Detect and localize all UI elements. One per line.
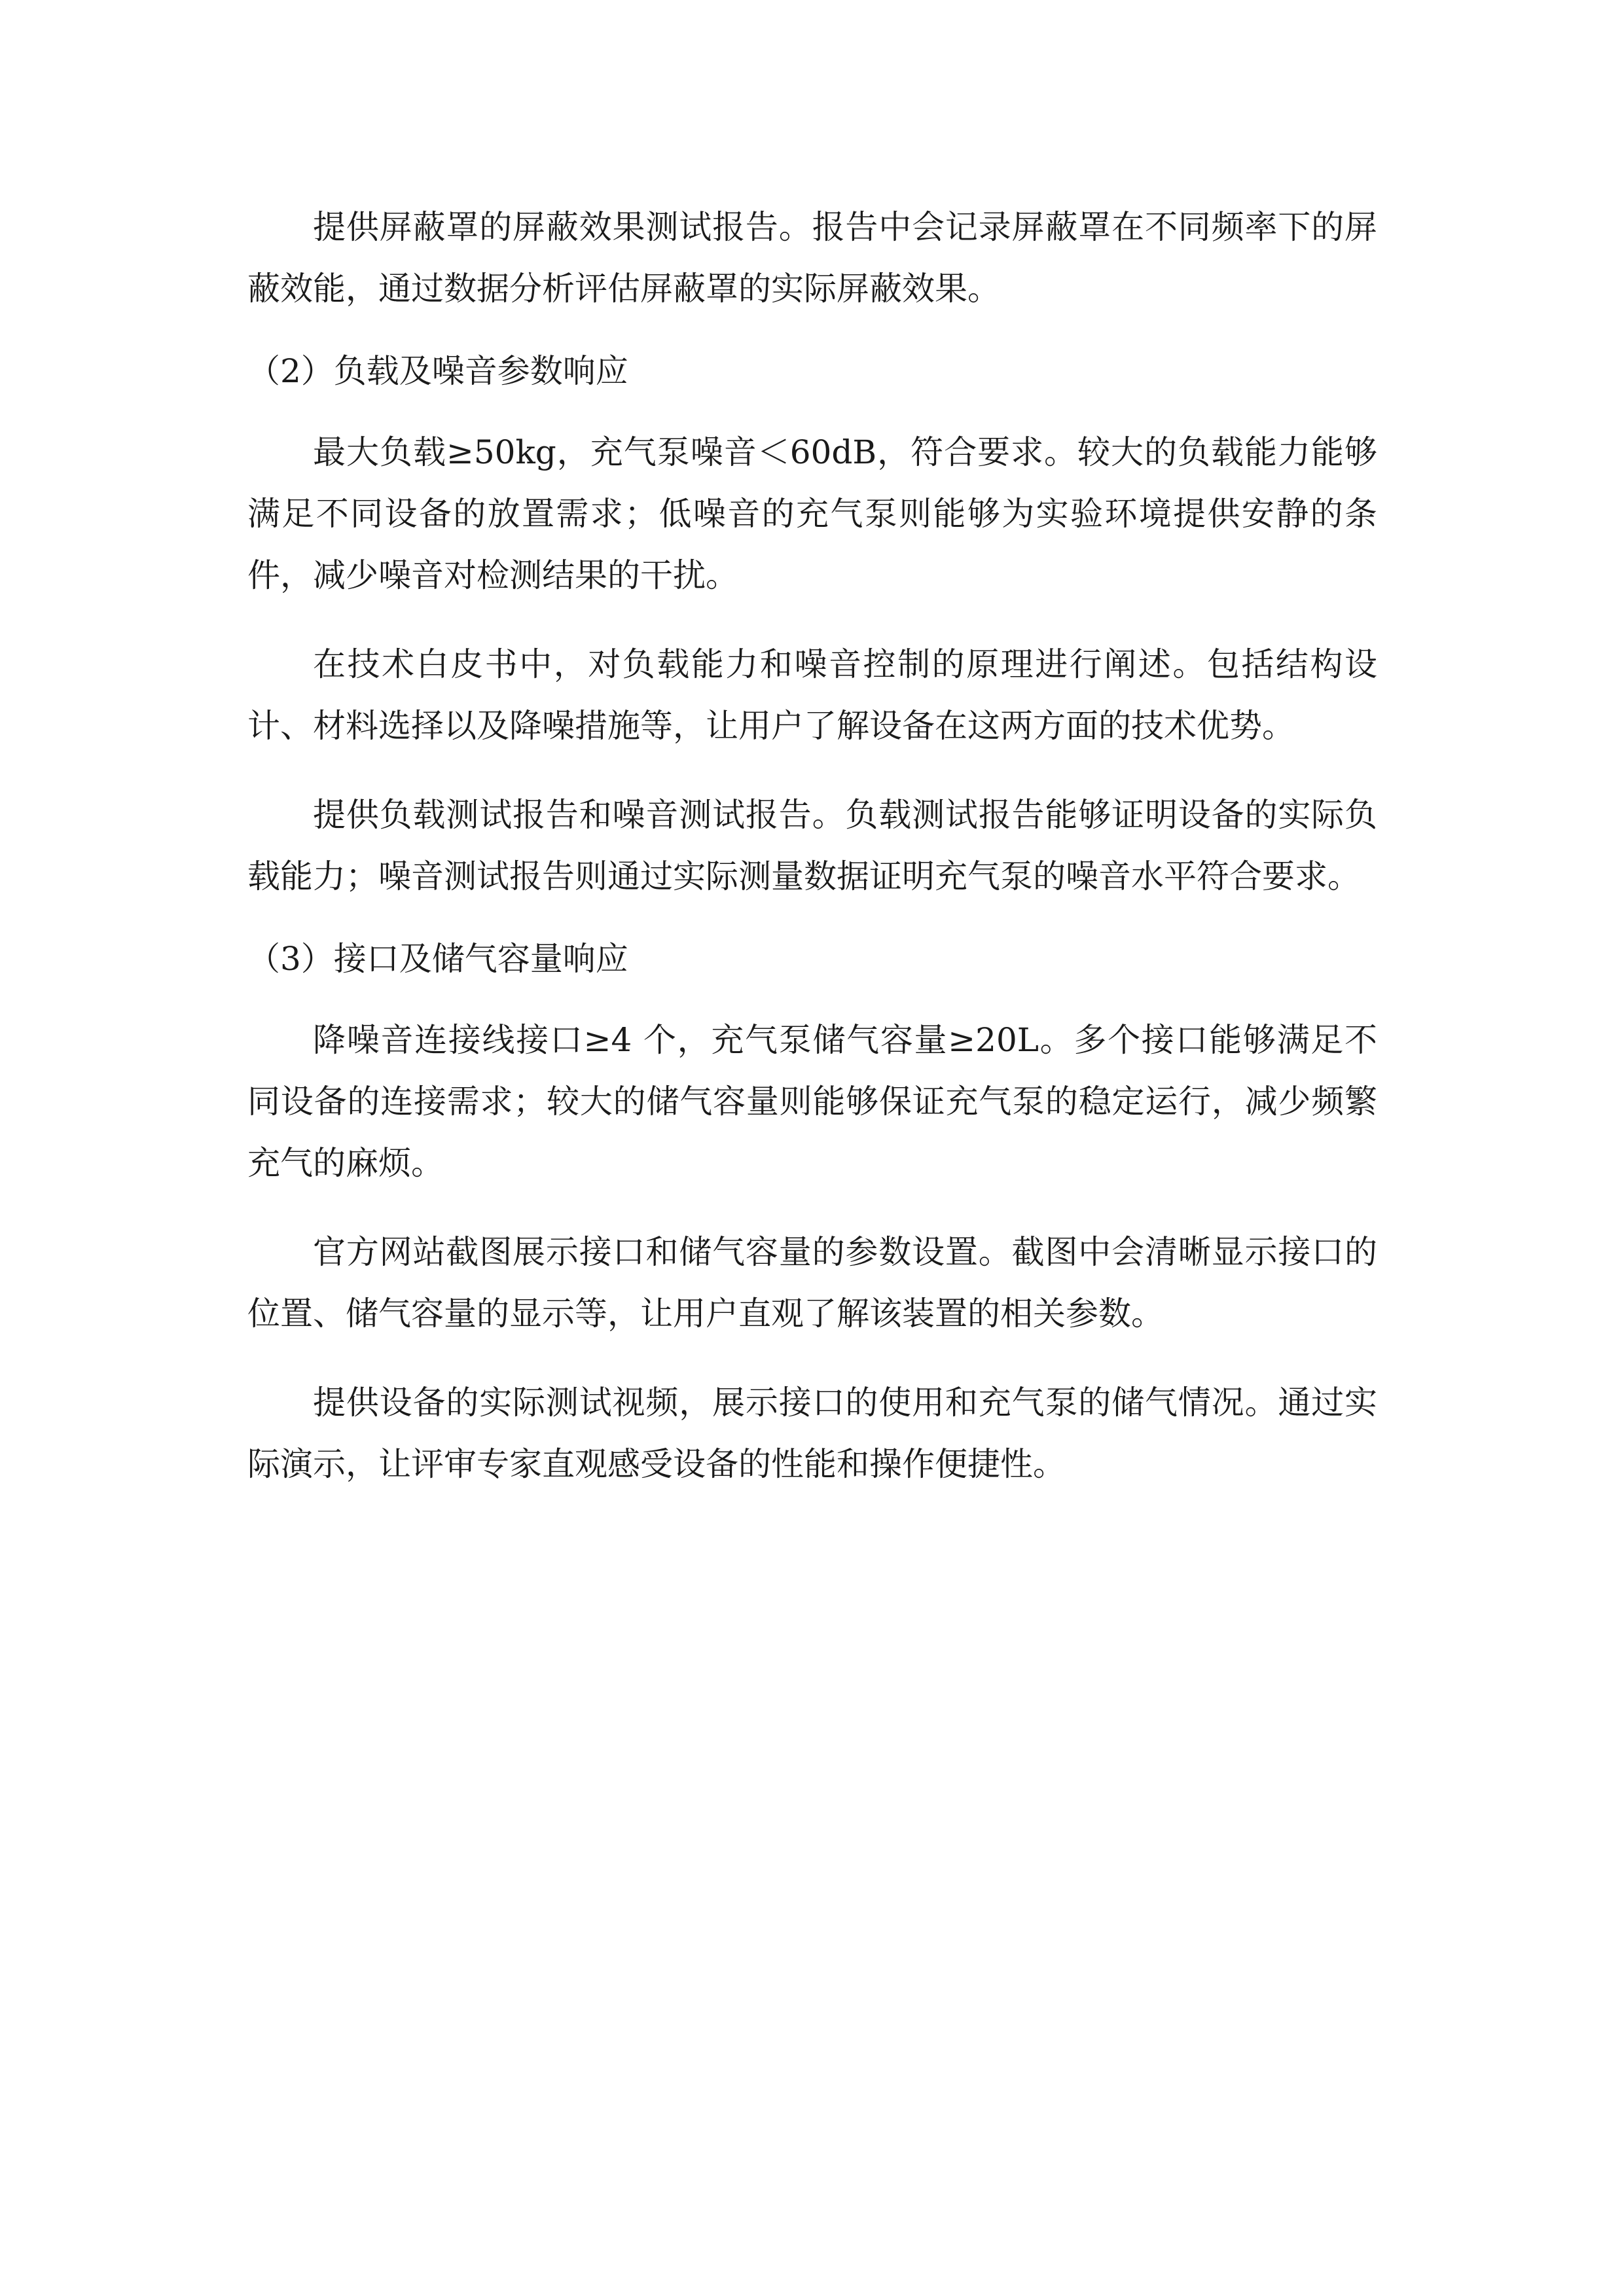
section-heading-interface-storage: （3）接口及储气容量响应 <box>247 940 628 978</box>
paragraph-test-video: 提供设备的实际测试视频，展示接口的使用和充气泵的储气情况。通过实际演示，让评审专家直观感受设备的性能和操作便捷性。 <box>247 1384 1377 1483</box>
document-body <box>247 196 1377 1522</box>
paragraph-whitepaper: 在技术白皮书中，对负载能力和噪音控制的原理进行阐述。包括结构设计、材料选择以及降噪措施等，让用户了解设备在这两方面的技术优势。 <box>247 645 1377 745</box>
paragraph-load-noise-specs: 最大负载≥50kg，充气泵噪音＜60dB，符合要求。较大的负载能力能够满足不同设备的放置需求；低噪音的充气泵则能够为实验环境提供安静的条件，减少噪音对检测结果的干扰。 <box>247 433 1377 594</box>
paragraph-shielding-report: 提供屏蔽罩的屏蔽效果测试报告。报告中会记录屏蔽罩在不同频率下的屏蔽效能，通过数据分析评估屏蔽罩的实际屏蔽效果。 <box>247 208 1377 308</box>
section-heading-load-noise: （2）负载及噪音参数响应 <box>247 352 628 390</box>
paragraph-interface-specs: 降噪音连接线接口≥4 个，充气泵储气容量≥20L。多个接口能够满足不同设备的连接需求；较大的储气容量则能够保证充气泵的稳定运行，减少频繁充气的麻烦。 <box>247 1021 1377 1182</box>
paragraph-test-reports: 提供负载测试报告和噪音测试报告。负载测试报告能够证明设备的实际负载能力；噪音测试报告则通过实际测量数据证明充气泵的噪音水平符合要求。 <box>247 796 1377 895</box>
paragraph-website-screenshot: 官方网站截图展示接口和储气容量的参数设置。截图中会清晰显示接口的位置、储气容量的显示等，让用户直观了解该装置的相关参数。 <box>247 1233 1377 1333</box>
